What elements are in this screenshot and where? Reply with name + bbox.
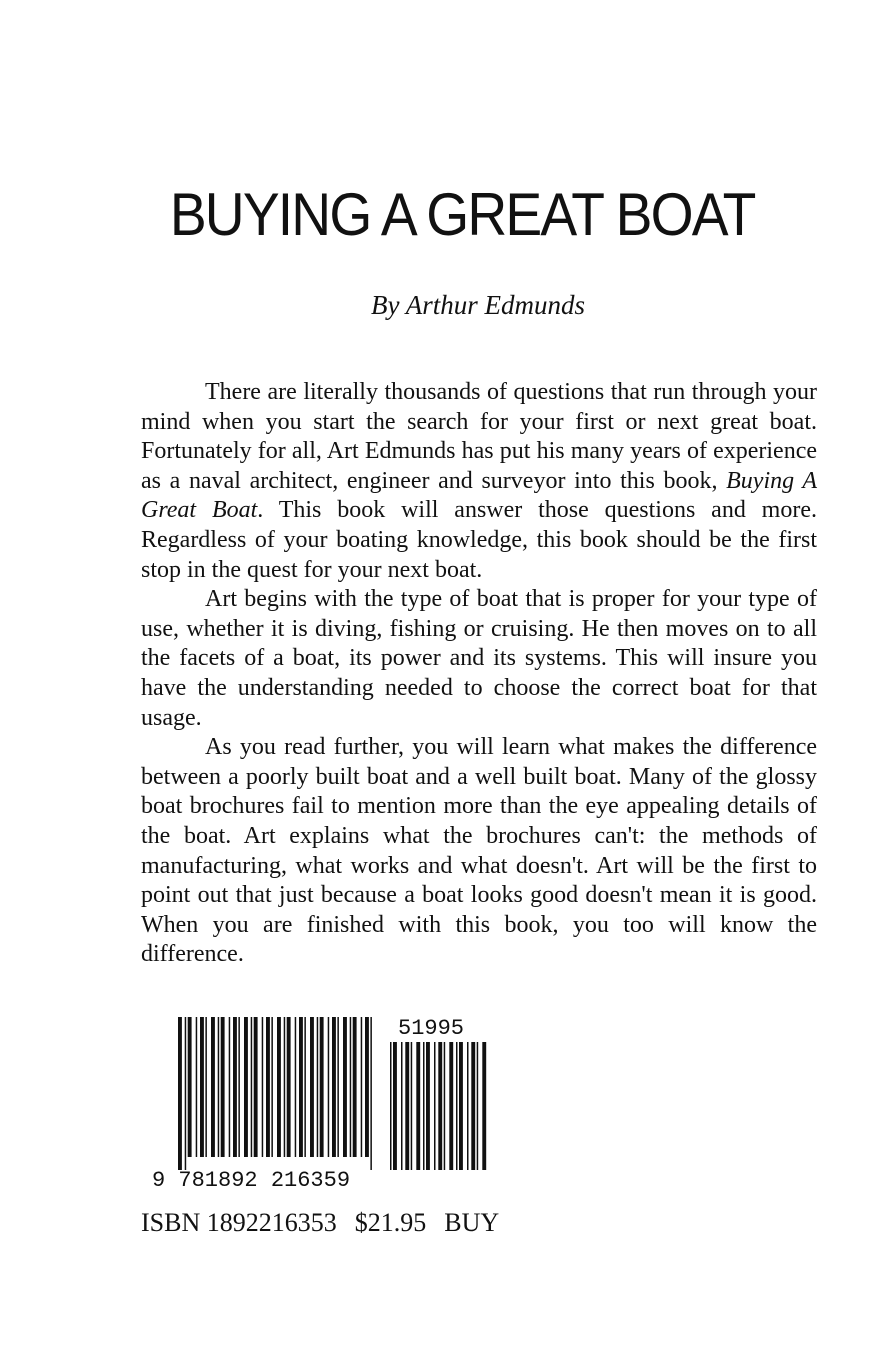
barcode-bar	[295, 1017, 297, 1157]
barcode-bar	[310, 1017, 314, 1157]
barcode-bar	[271, 1017, 273, 1157]
isbn-barcode	[150, 1012, 500, 1192]
barcode-bar	[205, 1017, 207, 1157]
barcode-bar	[449, 1042, 453, 1170]
barcode-bar	[459, 1042, 463, 1170]
barcode-bar	[238, 1017, 240, 1157]
barcode-bar	[401, 1042, 403, 1170]
barcode-bar	[218, 1017, 220, 1157]
barcode-bar	[361, 1017, 363, 1157]
barcode-bar	[434, 1042, 436, 1170]
price-code: BUY	[444, 1208, 500, 1237]
blurb-p1-text: There are literally thousands of questions that run through your mind when you start the search for your first or next great boat. Fortunately for all, Art Edmunds has put his many years of experience as a naval architect, engineer and surveyor into this book,	[141, 379, 817, 494]
barcode-bar	[317, 1017, 319, 1157]
barcode-bar	[211, 1017, 215, 1157]
barcode-bar	[467, 1042, 469, 1170]
barcode-bar	[353, 1017, 357, 1157]
barcode-bar	[229, 1017, 231, 1157]
back-cover-blurb	[141, 378, 817, 970]
blurb-paragraph-2: Art begins with the type of boat that is proper for your type of use, whether it is diving, fishing or cruising. He then moves on to all the facets of a boat, its power and its systems. This will insure you have the understanding needed to choose the correct boat for that usage.	[141, 586, 817, 731]
barcode-bar	[251, 1017, 253, 1157]
barcode-bar	[426, 1042, 430, 1170]
isbn-number: ISBN 1892216353	[141, 1208, 337, 1237]
barcode-main-digits: 9 781892 216359	[152, 1168, 351, 1192]
barcode-bar	[287, 1017, 291, 1157]
barcode-addon-digits: 51995	[398, 1016, 465, 1041]
barcode-bar	[477, 1042, 479, 1170]
barcode-addon-bars	[390, 1042, 486, 1170]
isbn-price-line	[141, 1208, 517, 1238]
blurb-p1-text-end: . This book will answer those questions and more. Regardless of your boating knowledge, this book should be the first stop in the quest for your next boat.	[141, 497, 817, 583]
barcode-bar	[482, 1042, 486, 1170]
barcode-bar	[471, 1042, 475, 1170]
barcode-bar	[221, 1017, 225, 1157]
barcode-bar	[185, 1017, 187, 1170]
book-title-italic: Buying A Great Boat	[141, 467, 817, 524]
barcode-bar	[393, 1042, 397, 1170]
barcode-bar	[178, 1017, 182, 1170]
barcode-bar	[332, 1017, 336, 1157]
barcode-main-bars	[178, 1017, 372, 1170]
barcode-bar	[304, 1017, 306, 1157]
barcode-bar	[277, 1017, 281, 1157]
barcode-bar	[350, 1017, 352, 1157]
barcode-bar	[320, 1017, 324, 1157]
blurb-paragraph-3: As you read further, you will learn what makes the difference between a poorly built boat and a well built boat. Many of the glossy boat brochures fail to mention more than the eye appealing details of the boat. Art explains what the brochures can't: the methods of manufacturing, what works and what doesn't. Art will be the first to point out that just because a boat looks good doesn't mean it is good. When you are finished with this book, you too will know the difference.	[141, 734, 817, 968]
barcode-bar	[438, 1042, 442, 1170]
barcode-bar	[233, 1017, 237, 1157]
barcode-bar	[266, 1017, 270, 1157]
author-byline: By Arthur Edmunds	[371, 290, 585, 320]
barcode-bar	[444, 1042, 446, 1170]
barcode-bar	[405, 1042, 409, 1170]
barcode-bar	[244, 1017, 248, 1157]
book-title: BUYING A GREAT BOAT	[169, 181, 755, 248]
barcode-bar	[299, 1017, 303, 1157]
barcode-bar	[365, 1017, 369, 1157]
barcode-bar	[262, 1017, 264, 1157]
barcode-bar	[196, 1017, 198, 1157]
barcode-bar	[456, 1042, 458, 1170]
barcode-bar	[416, 1042, 420, 1170]
barcode-bar	[390, 1042, 392, 1170]
barcode-bar	[423, 1042, 425, 1170]
barcode-graphic	[150, 1012, 500, 1192]
blurb-paragraph-1	[141, 378, 817, 585]
barcode-bar	[370, 1017, 372, 1170]
barcode-bar	[328, 1017, 330, 1157]
barcode-bar	[254, 1017, 258, 1157]
barcode-bar	[343, 1017, 347, 1157]
barcode-bar	[284, 1017, 286, 1157]
barcode-bar	[411, 1042, 413, 1170]
barcode-bar	[200, 1017, 204, 1157]
barcode-bar	[188, 1017, 192, 1157]
price: $21.95	[354, 1208, 427, 1237]
barcode-bar	[337, 1017, 339, 1157]
